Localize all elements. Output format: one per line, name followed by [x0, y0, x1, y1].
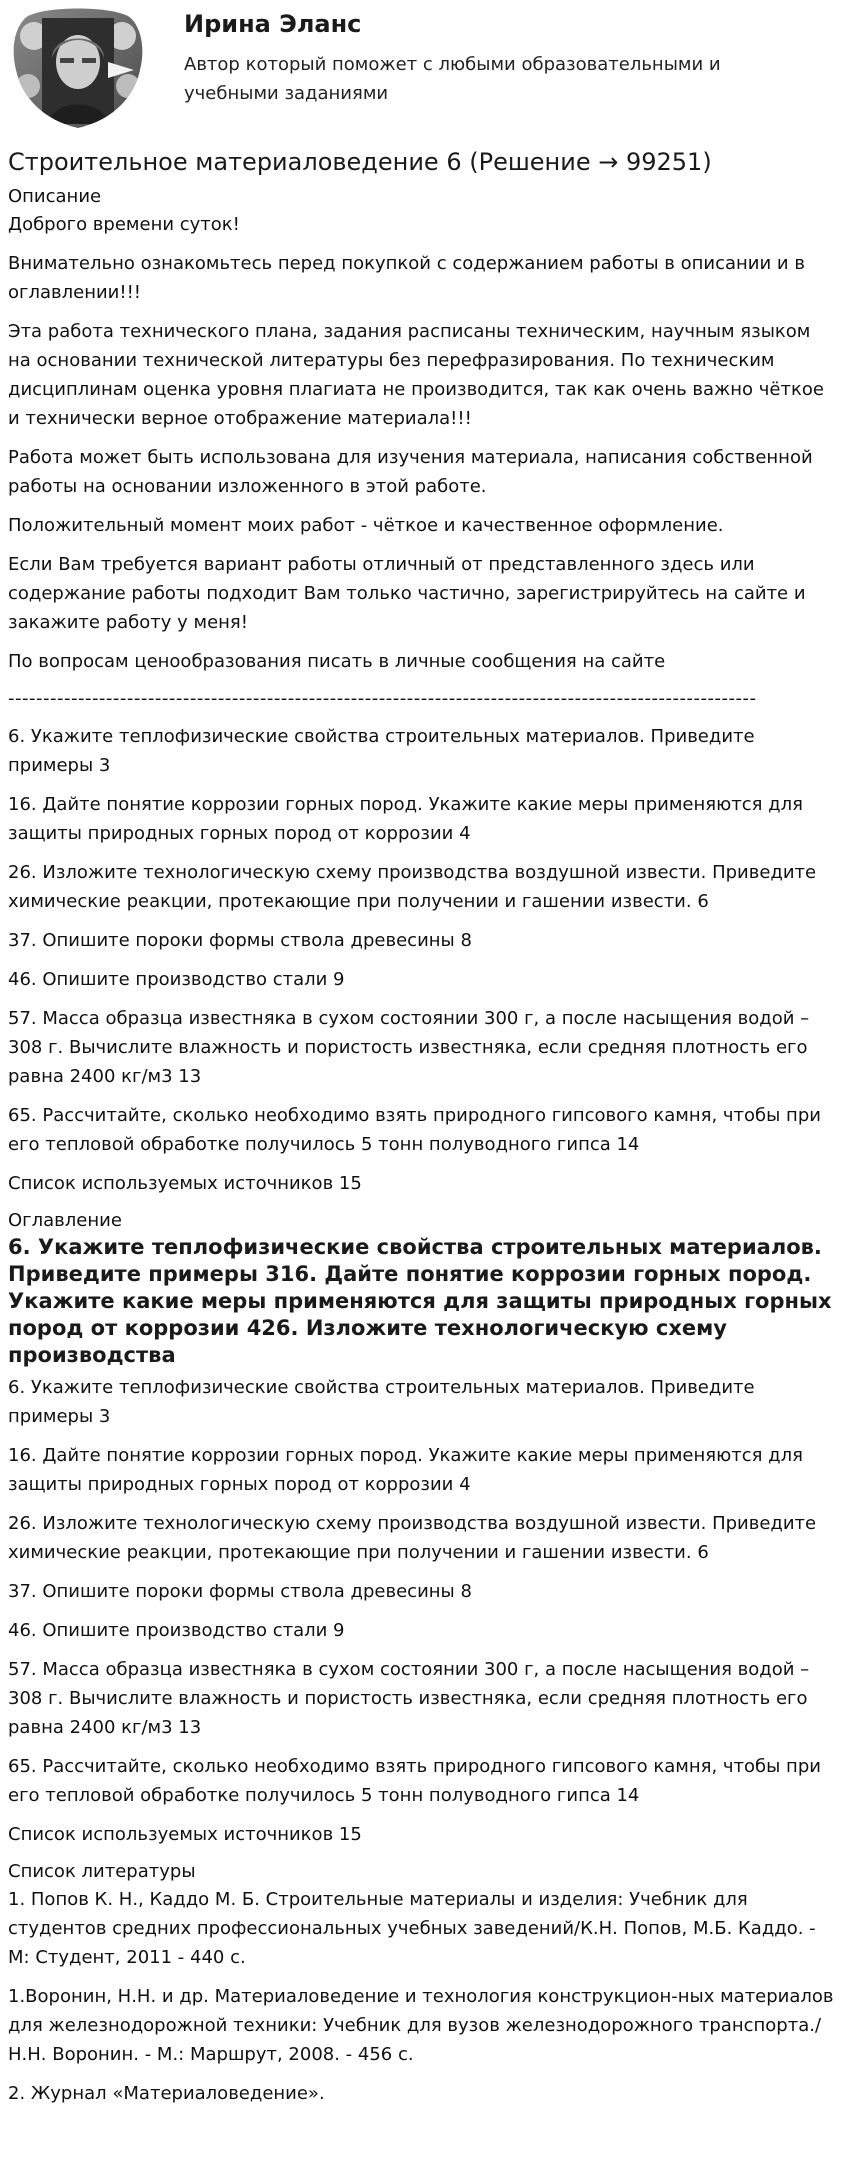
literature-item: 1.Воронин, Н.Н. и др. Материаловедение и технология конструкцион-ных материалов для железнодорожной техники: Учебник для вузов железнодорожного транспорта./ Н.Н. Воронин. - М.: Маршрут, 2008. - 456 с.	[8, 1986, 834, 2065]
toc-item: 37. Опишите пороки формы ствола древесины 8	[8, 1581, 472, 1602]
author-description: Автор который поможет с любыми образовательными и учебными заданиями	[184, 54, 721, 104]
toc-heading: 6. Укажите теплофизические свойства строительных материалов. Приведите примеры 316. Дайте понятие коррозии горных пород. Укажите какие меры применяются для защиты природных горных пород от коррозии 426. Изложите технологическую схему производства	[8, 1235, 832, 1367]
task-item: 57. Масса образца известняка в сухом состоянии 300 г, а после насыщения водой – 308 г. Вычислите влажность и пористость известняка, если средняя плотность его равна 2400 кг/м3 13	[8, 1008, 810, 1087]
work-content	[8, 146, 838, 2118]
literature-item: 2. Журнал «Материаловедение».	[8, 2083, 325, 2104]
literature-label: Список литературы	[8, 1861, 196, 1882]
task-item: 26. Изложите технологическую схему производства воздушной извести. Приведите химические реакции, протекающие при получении и гашении извести. 6	[8, 862, 817, 912]
toc-label: Оглавление	[8, 1210, 122, 1231]
description-paragraph: Если Вам требуется вариант работы отличный от представленного здесь или содержание работы подходит Вам только частично, зарегистрируйтесь на сайте и закажите работу у меня!	[8, 554, 806, 633]
toc-item: 65. Рассчитайте, сколько необходимо взять природного гипсового камня, чтобы при его тепловой обработке получилось 5 тонн полуводного гипса 14	[8, 1756, 821, 1806]
task-item: 65. Рассчитайте, сколько необходимо взять природного гипсового камня, чтобы при его тепловой обработке получилось 5 тонн полуводного гипса 14	[8, 1105, 821, 1155]
task-item: 6. Укажите теплофизические свойства строительных материалов. Приведите примеры 3	[8, 726, 755, 776]
description-paragraph: Внимательно ознакомьтесь перед покупкой с содержанием работы в описании и в оглавлении!!!	[8, 253, 805, 303]
toc-item: 26. Изложите технологическую схему производства воздушной извести. Приведите химические реакции, протекающие при получении и гашении извести. 6	[8, 1513, 817, 1563]
literature-section	[8, 1859, 838, 2108]
author-header	[0, 0, 847, 140]
task-item: 16. Дайте понятие коррозии горных пород. Укажите какие меры применяются для защиты природных горных пород от коррозии 4	[8, 794, 803, 844]
task-item: 37. Опишите пороки формы ствола древесины 8	[8, 930, 472, 951]
toc-item: 46. Опишите производство стали 9	[8, 1620, 345, 1641]
divider: -----------------------------------------------------------------------------------------------------------	[8, 688, 757, 709]
description-paragraph: Эта работа технического плана, задания расписаны техническим, научным языком на основании технической литературы без перефразирования. По техническим дисциплинам оценка уровня плагиата не производится, так как очень важно чёткое и технически верное отображение материала!!!	[8, 321, 824, 429]
description-paragraph: По вопросам ценообразования писать в личные сообщения на сайте	[8, 651, 666, 672]
literature-item: 1. Попов К. Н., Каддо М. Б. Строительные материалы и изделия: Учебник для студентов средних профессиональных учебных заведений/К.Н. Попов, М.Б. Каддо. - М: Студент, 2011 - 440 с.	[8, 1889, 816, 1968]
description-paragraph: Доброго времени суток!	[8, 214, 240, 235]
work-title: Строительное материаловедение 6 (Решение → 99251)	[8, 148, 712, 176]
toc-item: 16. Дайте понятие коррозии горных пород. Укажите какие меры применяются для защиты природных горных пород от коррозии 4	[8, 1445, 803, 1495]
description-label: Описание	[8, 186, 102, 207]
description-paragraph: Работа может быть использована для изучения материала, написания собственной работы на основании изложенного в этой работе.	[8, 447, 813, 497]
task-item: 46. Опишите производство стали 9	[8, 969, 345, 990]
task-item: Список используемых источников 15	[8, 1173, 362, 1194]
author-name[interactable]: Ирина Эланс	[184, 10, 362, 38]
avatar[interactable]	[8, 6, 148, 130]
avatar-image	[8, 6, 148, 130]
description-paragraph: Положительный момент моих работ - чёткое и качественное оформление.	[8, 515, 724, 536]
toc-item: Список используемых источников 15	[8, 1824, 362, 1845]
toc-item: 6. Укажите теплофизические свойства строительных материалов. Приведите примеры 3	[8, 1377, 755, 1427]
toc-item: 57. Масса образца известняка в сухом состоянии 300 г, а после насыщения водой – 308 г. Вычислите влажность и пористость известняка, если средняя плотность его равна 2400 кг/м3 13	[8, 1659, 810, 1738]
